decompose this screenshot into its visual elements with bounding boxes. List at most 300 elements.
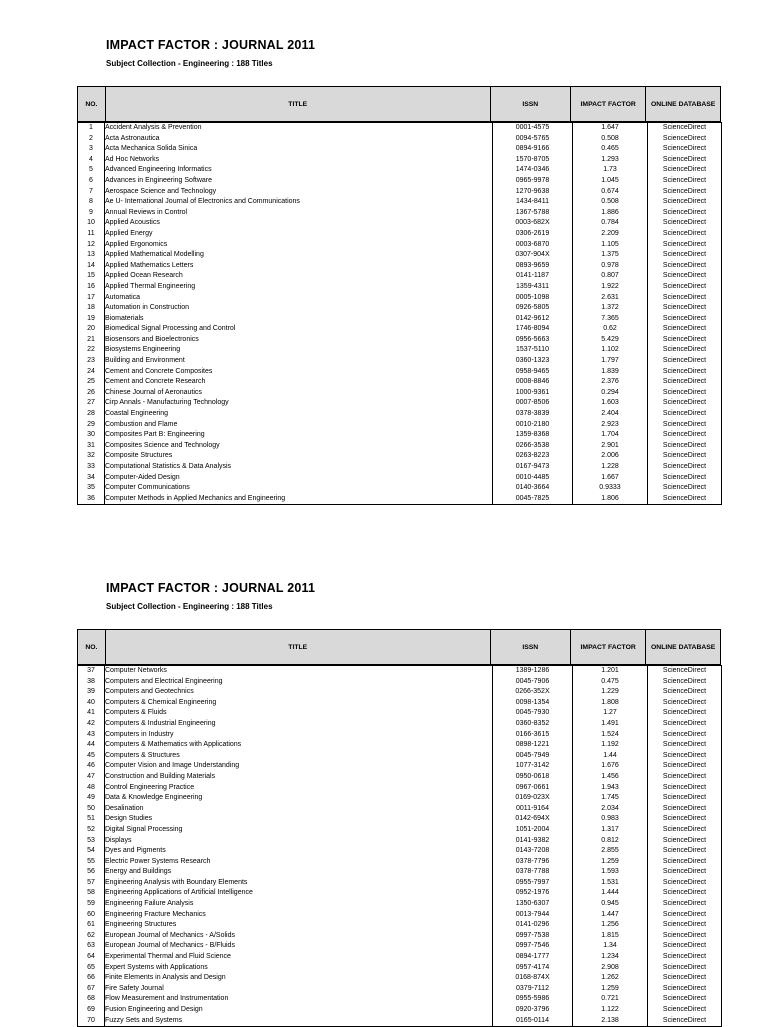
section-subtitle: Subject Collection - Engineering : 188 Titles [106, 602, 273, 611]
issn: 0165-0114 [493, 1016, 573, 1027]
impact-factor: 1.234 [573, 952, 648, 963]
row-number: 16 [78, 282, 105, 293]
issn: 0143-7208 [493, 846, 573, 857]
impact-factor: 0.62 [573, 324, 648, 335]
impact-factor: 1.808 [573, 698, 648, 709]
table-row [78, 335, 722, 346]
issn: 0167-9473 [493, 462, 573, 473]
online-database: ScienceDirect [648, 740, 722, 751]
impact-factor: 2.404 [573, 409, 648, 420]
impact-factor: 1.293 [573, 155, 648, 166]
impact-factor: 1.603 [573, 398, 648, 409]
header-issn: ISSN [490, 630, 570, 665]
header-issn: ISSN [490, 87, 570, 122]
row-number: 66 [78, 973, 105, 984]
issn: 0045-7825 [493, 494, 573, 505]
row-number: 7 [78, 187, 105, 198]
table-row [78, 910, 722, 921]
online-database: ScienceDirect [648, 261, 722, 272]
row-number: 58 [78, 888, 105, 899]
online-database: ScienceDirect [648, 751, 722, 762]
table-row [78, 751, 722, 762]
online-database: ScienceDirect [648, 973, 722, 984]
online-database: ScienceDirect [648, 984, 722, 995]
impact-factor: 0.978 [573, 261, 648, 272]
impact-factor: 1.34 [573, 941, 648, 952]
row-number: 59 [78, 899, 105, 910]
issn: 0168-874X [493, 973, 573, 984]
journal-title: Computers and Electrical Engineering [105, 677, 493, 688]
online-database: ScienceDirect [648, 793, 722, 804]
impact-factor: 2.631 [573, 293, 648, 304]
impact-factor: 0.465 [573, 144, 648, 155]
row-number: 6 [78, 176, 105, 187]
impact-factor: 0.508 [573, 197, 648, 208]
journal-title: Cement and Concrete Research [105, 377, 493, 388]
row-number: 44 [78, 740, 105, 751]
online-database: ScienceDirect [648, 462, 722, 473]
online-database: ScienceDirect [648, 804, 722, 815]
journal-title: Engineering Applications of Artificial Intelligence [105, 888, 493, 899]
table-row [78, 814, 722, 825]
online-database: ScienceDirect [648, 229, 722, 240]
online-database: ScienceDirect [648, 1016, 722, 1027]
online-database: ScienceDirect [648, 730, 722, 741]
issn: 1077-3142 [493, 761, 573, 772]
issn: 0378-7796 [493, 857, 573, 868]
issn: 0013-7944 [493, 910, 573, 921]
row-number: 14 [78, 261, 105, 272]
online-database: ScienceDirect [648, 666, 722, 677]
issn: 1350-6307 [493, 899, 573, 910]
issn: 0997-7546 [493, 941, 573, 952]
journal-title: Advances in Engineering Software [105, 176, 493, 187]
table-row [78, 155, 722, 166]
online-database: ScienceDirect [648, 994, 722, 1005]
row-number: 69 [78, 1005, 105, 1016]
online-database: ScienceDirect [648, 250, 722, 261]
header-online-database: ONLINE DATABASE [646, 87, 721, 122]
header-title: TITLE [105, 630, 490, 665]
impact-factor: 1.73 [573, 165, 648, 176]
impact-factor: 1.815 [573, 931, 648, 942]
table-row [78, 920, 722, 931]
impact-factor: 2.908 [573, 963, 648, 974]
issn: 0955-5986 [493, 994, 573, 1005]
journal-title: Composites Science and Technology [105, 441, 493, 452]
issn: 0166-3615 [493, 730, 573, 741]
row-number: 40 [78, 698, 105, 709]
journal-title: Construction and Building Materials [105, 772, 493, 783]
row-number: 54 [78, 846, 105, 857]
journal-title: Applied Thermal Engineering [105, 282, 493, 293]
impact-factor: 0.945 [573, 899, 648, 910]
issn: 1359-8368 [493, 430, 573, 441]
impact-factor: 1.745 [573, 793, 648, 804]
impact-factor: 1.256 [573, 920, 648, 931]
section-subtitle: Subject Collection - Engineering : 188 Titles [106, 59, 273, 68]
impact-factor: 7.365 [573, 314, 648, 325]
issn: 0952-1976 [493, 888, 573, 899]
table-row [78, 973, 722, 984]
online-database: ScienceDirect [648, 314, 722, 325]
online-database: ScienceDirect [648, 783, 722, 794]
row-number: 20 [78, 324, 105, 335]
impact-factor: 1.667 [573, 473, 648, 484]
row-number: 15 [78, 271, 105, 282]
issn: 0045-7906 [493, 677, 573, 688]
issn: 0010-4485 [493, 473, 573, 484]
impact-factor: 2.923 [573, 420, 648, 431]
online-database: ScienceDirect [648, 430, 722, 441]
online-database: ScienceDirect [648, 719, 722, 730]
table-row [78, 804, 722, 815]
issn: 0379-7112 [493, 984, 573, 995]
impact-factor: 1.531 [573, 878, 648, 889]
online-database: ScienceDirect [648, 941, 722, 952]
row-number: 8 [78, 197, 105, 208]
table-row [78, 730, 722, 741]
table-row [78, 451, 722, 462]
impact-factor: 0.721 [573, 994, 648, 1005]
issn: 0955-7997 [493, 878, 573, 889]
table-row [78, 430, 722, 441]
journal-title: Engineering Fracture Mechanics [105, 910, 493, 921]
issn: 1000-9361 [493, 388, 573, 399]
table-row [78, 271, 722, 282]
issn: 0003-682X [493, 218, 573, 229]
journal-title: European Journal of Mechanics - A/Solids [105, 931, 493, 942]
row-number: 9 [78, 208, 105, 219]
impact-factor: 0.812 [573, 836, 648, 847]
table-row [78, 345, 722, 356]
issn: 1746-8094 [493, 324, 573, 335]
issn: 0360-8352 [493, 719, 573, 730]
table-row [78, 963, 722, 974]
impact-factor: 1.229 [573, 687, 648, 698]
journal-title: Ae Ü- International Journal of Electronics and Communications [105, 197, 493, 208]
impact-factor: 1.943 [573, 783, 648, 794]
online-database: ScienceDirect [648, 846, 722, 857]
table-row [78, 984, 722, 995]
impact-factor: 1.375 [573, 250, 648, 261]
table-row [78, 719, 722, 730]
journal-title: Computers & Mathematics with Applications [105, 740, 493, 751]
row-number: 57 [78, 878, 105, 889]
online-database: ScienceDirect [648, 218, 722, 229]
online-database: ScienceDirect [648, 324, 722, 335]
row-number: 39 [78, 687, 105, 698]
row-number: 46 [78, 761, 105, 772]
online-database: ScienceDirect [648, 155, 722, 166]
table-row [78, 473, 722, 484]
journal-title: Computers & Chemical Engineering [105, 698, 493, 709]
impact-factor: 1.317 [573, 825, 648, 836]
issn: 0950-0618 [493, 772, 573, 783]
journal-title: Coastal Engineering [105, 409, 493, 420]
issn: 0956-5663 [493, 335, 573, 346]
online-database: ScienceDirect [648, 409, 722, 420]
row-number: 5 [78, 165, 105, 176]
online-database: ScienceDirect [648, 494, 722, 505]
journal-title: Control Engineering Practice [105, 783, 493, 794]
journal-title: Automatica [105, 293, 493, 304]
journal-title: Composites Part B: Engineering [105, 430, 493, 441]
issn: 0307-904X [493, 250, 573, 261]
online-database: ScienceDirect [648, 867, 722, 878]
table-row [78, 483, 722, 494]
impact-factor: 1.372 [573, 303, 648, 314]
issn: 1359-4311 [493, 282, 573, 293]
journal-title: Computational Statistics & Data Analysis [105, 462, 493, 473]
table-row [78, 698, 722, 709]
journal-title: Biosystems Engineering [105, 345, 493, 356]
online-database: ScienceDirect [648, 677, 722, 688]
online-database: ScienceDirect [648, 271, 722, 282]
impact-factor: 1.045 [573, 176, 648, 187]
table-row [78, 687, 722, 698]
journal-title: Computers and Geotechnics [105, 687, 493, 698]
table-row [78, 846, 722, 857]
row-number: 56 [78, 867, 105, 878]
row-number: 60 [78, 910, 105, 921]
table-row [78, 899, 722, 910]
header-impact-factor: IMPACT FACTOR [570, 87, 645, 122]
issn: 0045-7949 [493, 751, 573, 762]
table-row [78, 261, 722, 272]
online-database: ScienceDirect [648, 303, 722, 314]
issn: 0008-8846 [493, 377, 573, 388]
table-row [78, 772, 722, 783]
online-database: ScienceDirect [648, 473, 722, 484]
issn: 0266-3538 [493, 441, 573, 452]
header-no: NO. [78, 630, 106, 665]
header-impact-factor: IMPACT FACTOR [570, 630, 645, 665]
impact-factor: 1.647 [573, 123, 648, 134]
online-database: ScienceDirect [648, 483, 722, 494]
impact-factor: 1.839 [573, 367, 648, 378]
online-database: ScienceDirect [648, 687, 722, 698]
journal-title: Computers & Structures [105, 751, 493, 762]
impact-factor: 2.006 [573, 451, 648, 462]
journal-title: Combustion and Flame [105, 420, 493, 431]
impact-factor: 1.259 [573, 984, 648, 995]
table-row [78, 123, 722, 134]
table-row [78, 740, 722, 751]
header-no: NO. [78, 87, 106, 122]
row-number: 34 [78, 473, 105, 484]
table-header [77, 86, 721, 122]
journal-title: Biomedical Signal Processing and Control [105, 324, 493, 335]
impact-factor: 1.456 [573, 772, 648, 783]
journal-title: Fire Safety Journal [105, 984, 493, 995]
online-database: ScienceDirect [648, 814, 722, 825]
online-database: ScienceDirect [648, 282, 722, 293]
impact-factor: 1.27 [573, 708, 648, 719]
journal-table [77, 122, 722, 505]
table-row [78, 857, 722, 868]
journal-title: Applied Acoustics [105, 218, 493, 229]
online-database: ScienceDirect [648, 836, 722, 847]
table-row [78, 494, 722, 505]
table-row [78, 398, 722, 409]
table-row [78, 208, 722, 219]
row-number: 22 [78, 345, 105, 356]
impact-factor: 0.983 [573, 814, 648, 825]
impact-factor: 0.674 [573, 187, 648, 198]
journal-title: Electric Power Systems Research [105, 857, 493, 868]
online-database: ScienceDirect [648, 388, 722, 399]
issn: 0894-9166 [493, 144, 573, 155]
journal-title: Applied Mathematics Letters [105, 261, 493, 272]
row-number: 24 [78, 367, 105, 378]
row-number: 4 [78, 155, 105, 166]
online-database: ScienceDirect [648, 920, 722, 931]
table-row [78, 1016, 722, 1027]
issn: 0140-3664 [493, 483, 573, 494]
impact-factor: 2.034 [573, 804, 648, 815]
table-row [78, 282, 722, 293]
impact-factor: 0.294 [573, 388, 648, 399]
row-number: 26 [78, 388, 105, 399]
online-database: ScienceDirect [648, 134, 722, 145]
online-database: ScienceDirect [648, 398, 722, 409]
issn: 0920-3796 [493, 1005, 573, 1016]
issn: 1474-0346 [493, 165, 573, 176]
impact-factor: 0.508 [573, 134, 648, 145]
row-number: 52 [78, 825, 105, 836]
issn: 0094-5765 [493, 134, 573, 145]
table-row [78, 952, 722, 963]
journal-title: Cirp Annals - Manufacturing Technology [105, 398, 493, 409]
online-database: ScienceDirect [648, 761, 722, 772]
issn: 0965-9978 [493, 176, 573, 187]
table-row [78, 187, 722, 198]
table-row [78, 994, 722, 1005]
impact-factor: 1.444 [573, 888, 648, 899]
journal-title: Automation in Construction [105, 303, 493, 314]
online-database: ScienceDirect [648, 123, 722, 134]
row-number: 2 [78, 134, 105, 145]
impact-factor: 1.102 [573, 345, 648, 356]
row-number: 65 [78, 963, 105, 974]
journal-title: Finite Elements in Analysis and Design [105, 973, 493, 984]
row-number: 38 [78, 677, 105, 688]
journal-title: Computer Methods in Applied Mechanics and Engineering [105, 494, 493, 505]
section-title: IMPACT FACTOR : JOURNAL 2011 [106, 581, 316, 595]
row-number: 32 [78, 451, 105, 462]
section-title: IMPACT FACTOR : JOURNAL 2011 [106, 38, 316, 52]
table-row [78, 409, 722, 420]
online-database: ScienceDirect [648, 377, 722, 388]
issn: 0007-8506 [493, 398, 573, 409]
journal-title: Computers & Industrial Engineering [105, 719, 493, 730]
row-number: 45 [78, 751, 105, 762]
online-database: ScienceDirect [648, 335, 722, 346]
issn: 1570-8705 [493, 155, 573, 166]
issn: 1434-8411 [493, 197, 573, 208]
online-database: ScienceDirect [648, 240, 722, 251]
table-header [77, 629, 721, 665]
row-number: 11 [78, 229, 105, 240]
issn: 0893-9659 [493, 261, 573, 272]
row-number: 41 [78, 708, 105, 719]
row-number: 55 [78, 857, 105, 868]
issn: 0141-0296 [493, 920, 573, 931]
table-row [78, 666, 722, 677]
impact-factor: 1.491 [573, 719, 648, 730]
journal-title: Accident Analysis & Prevention [105, 123, 493, 134]
table-row [78, 377, 722, 388]
row-number: 33 [78, 462, 105, 473]
header-online-database: ONLINE DATABASE [646, 630, 721, 665]
issn: 0045-7930 [493, 708, 573, 719]
row-number: 50 [78, 804, 105, 815]
issn: 0011-9164 [493, 804, 573, 815]
row-number: 25 [78, 377, 105, 388]
table-row [78, 165, 722, 176]
journal-title: Design Studies [105, 814, 493, 825]
impact-factor: 1.259 [573, 857, 648, 868]
online-database: ScienceDirect [648, 356, 722, 367]
journal-title: Cement and Concrete Composites [105, 367, 493, 378]
online-database: ScienceDirect [648, 772, 722, 783]
row-number: 1 [78, 123, 105, 134]
table-row [78, 240, 722, 251]
impact-factor: 1.797 [573, 356, 648, 367]
issn: 0003-6870 [493, 240, 573, 251]
row-number: 64 [78, 952, 105, 963]
issn: 0360-1323 [493, 356, 573, 367]
row-number: 53 [78, 836, 105, 847]
table-row [78, 303, 722, 314]
impact-factor: 1.447 [573, 910, 648, 921]
row-number: 47 [78, 772, 105, 783]
row-number: 35 [78, 483, 105, 494]
journal-title: Biomaterials [105, 314, 493, 325]
issn: 0142-694X [493, 814, 573, 825]
journal-title: Computer Communications [105, 483, 493, 494]
online-database: ScienceDirect [648, 952, 722, 963]
online-database: ScienceDirect [648, 857, 722, 868]
issn: 0894-1777 [493, 952, 573, 963]
row-number: 21 [78, 335, 105, 346]
online-database: ScienceDirect [648, 367, 722, 378]
issn: 0997-7538 [493, 931, 573, 942]
issn: 0141-1187 [493, 271, 573, 282]
journal-title: Engineering Structures [105, 920, 493, 931]
issn: 0266-352X [493, 687, 573, 698]
journal-title: Flow Measurement and Instrumentation [105, 994, 493, 1005]
issn: 0001-4575 [493, 123, 573, 134]
online-database: ScienceDirect [648, 910, 722, 921]
issn: 1537-5110 [493, 345, 573, 356]
journal-title: Annual Reviews in Control [105, 208, 493, 219]
online-database: ScienceDirect [648, 197, 722, 208]
online-database: ScienceDirect [648, 144, 722, 155]
journal-title: European Journal of Mechanics - B/Fluids [105, 941, 493, 952]
journal-title: Applied Energy [105, 229, 493, 240]
impact-factor: 2.901 [573, 441, 648, 452]
issn: 0378-3839 [493, 409, 573, 420]
journal-title: Engineering Analysis with Boundary Elements [105, 878, 493, 889]
impact-factor: 1.593 [573, 867, 648, 878]
journal-title: Applied Ergonomics [105, 240, 493, 251]
table-row [78, 793, 722, 804]
journal-title: Biosensors and Bioelectronics [105, 335, 493, 346]
row-number: 62 [78, 931, 105, 942]
journal-title: Applied Ocean Research [105, 271, 493, 282]
